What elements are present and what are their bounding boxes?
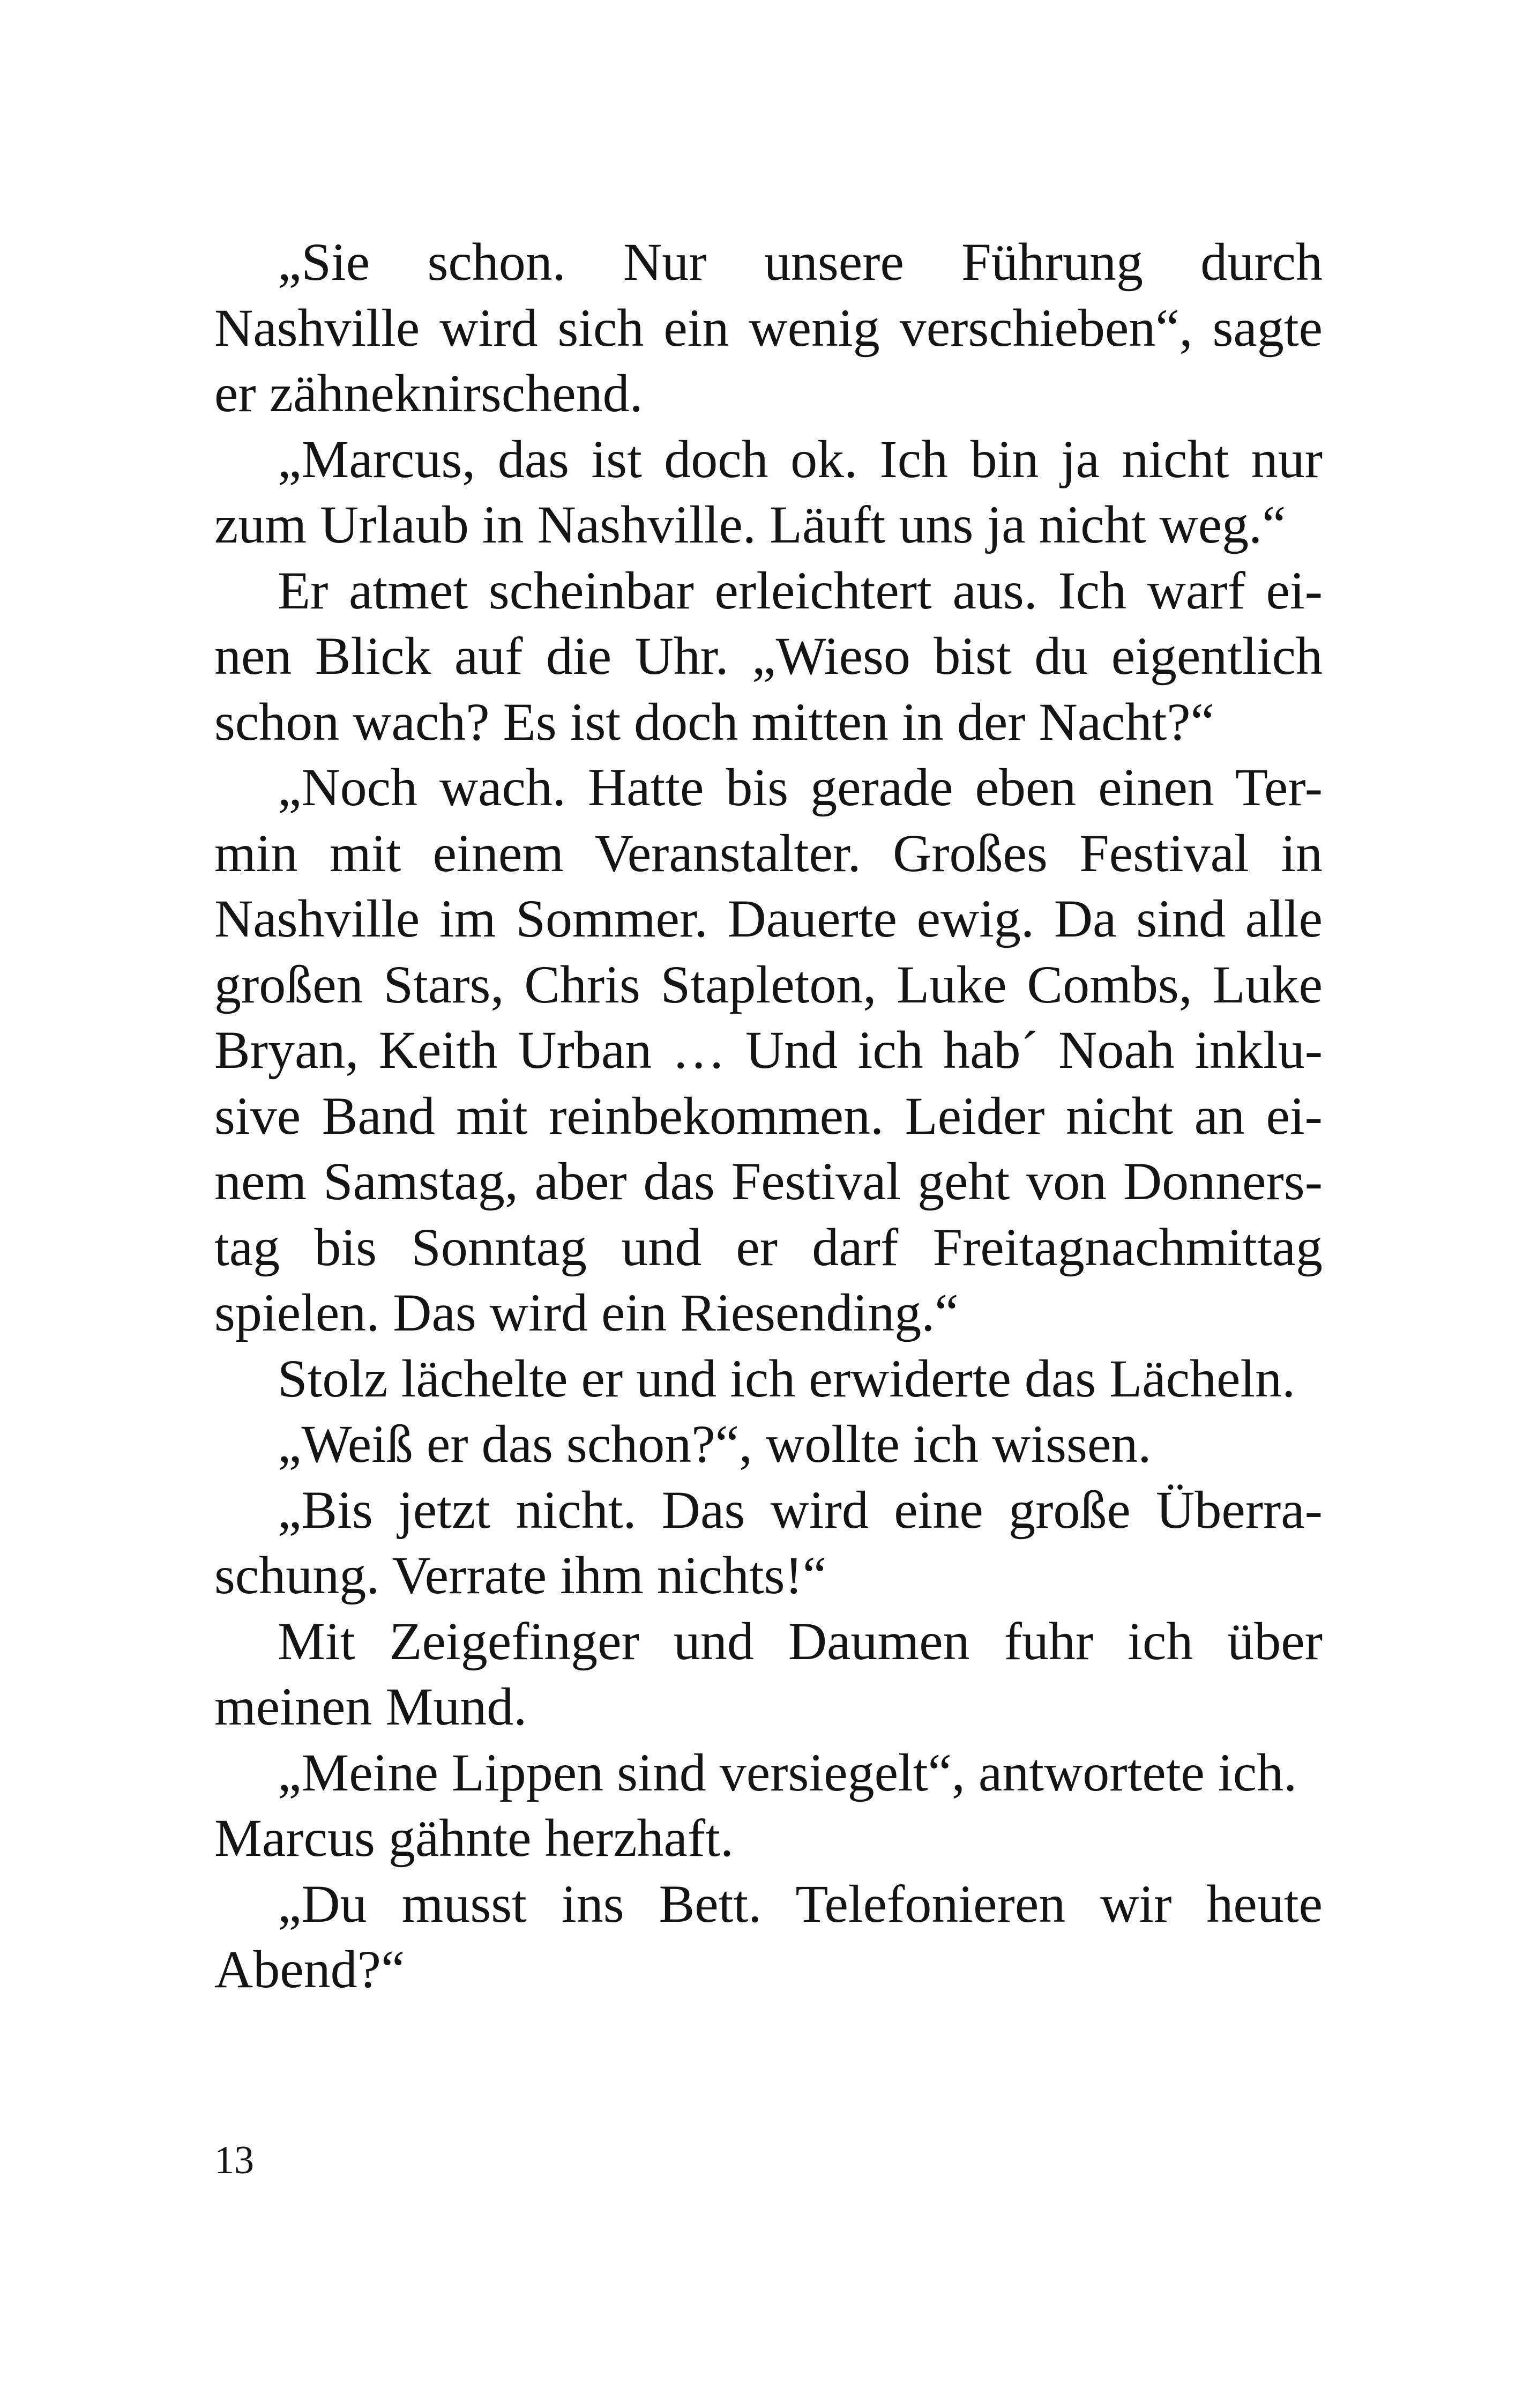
text-line: sive Band mit reinbekommen. Leider nicht an ei-	[214, 1086, 1323, 1146]
text-line: Nashville wird sich ein wenig verschieben“, sagte	[214, 298, 1323, 358]
text-line: Bryan, Keith Urban … Und ich hab´ Noah inklu-	[214, 1020, 1323, 1080]
text-line: großen Stars, Chris Stapleton, Luke Combs, Luke	[214, 954, 1323, 1014]
text-line: „Meine Lippen sind versiegelt“, antwortete ich.	[278, 1742, 1297, 1802]
text-line: „Weiß er das schon?“, wollte ich wissen.	[278, 1414, 1152, 1474]
text-line: „Marcus, das ist doch ok. Ich bin ja nicht nur	[278, 429, 1323, 489]
page-number: 13	[214, 2138, 254, 2182]
text-line: schung. Verrate ihm nichts!“	[214, 1545, 827, 1605]
text-line: Abend?“	[214, 1939, 405, 1999]
text-line: tag bis Sonntag und er darf Freitagnachmittag	[214, 1217, 1323, 1277]
text-line: Stolz lächelte er und ich erwiderte das Lächeln.	[278, 1348, 1296, 1408]
text-line: meinen Mund.	[214, 1677, 527, 1736]
text-line: „Bis jetzt nicht. Das wird eine große Überra-	[278, 1480, 1323, 1540]
text-line: Mit Zeigefinger und Daumen fuhr ich über	[278, 1611, 1323, 1671]
text-line: „Sie schon. Nur unsere Führung durch	[278, 232, 1323, 292]
text-line: min mit einem Veranstalter. Großes Festival in	[214, 823, 1323, 883]
text-line: er zähneknirschend.	[214, 363, 643, 423]
text-line: „Noch wach. Hatte bis gerade eben einen Ter-	[278, 757, 1323, 817]
text-line: schon wach? Es ist doch mitten in der Nacht?“	[214, 692, 1215, 752]
text-line: nem Samstag, aber das Festival geht von Donners-	[214, 1151, 1323, 1211]
text-line: nen Blick auf die Uhr. „Wieso bist du eigentlich	[214, 626, 1323, 686]
text-line: Er atmet scheinbar erleichtert aus. Ich warf ei-	[278, 560, 1323, 620]
body-text	[214, 229, 1323, 2003]
text-line: Marcus gähnte herzhaft.	[214, 1808, 734, 1868]
text-line: spielen. Das wird ein Riesending.“	[214, 1283, 959, 1342]
text-line: Nashville im Sommer. Dauerte ewig. Da sind alle	[214, 889, 1323, 948]
text-line: zum Urlaub in Nashville. Läuft uns ja nicht weg.“	[214, 495, 1286, 554]
text-line: „Du musst ins Bett. Telefonieren wir heute	[278, 1874, 1323, 1934]
